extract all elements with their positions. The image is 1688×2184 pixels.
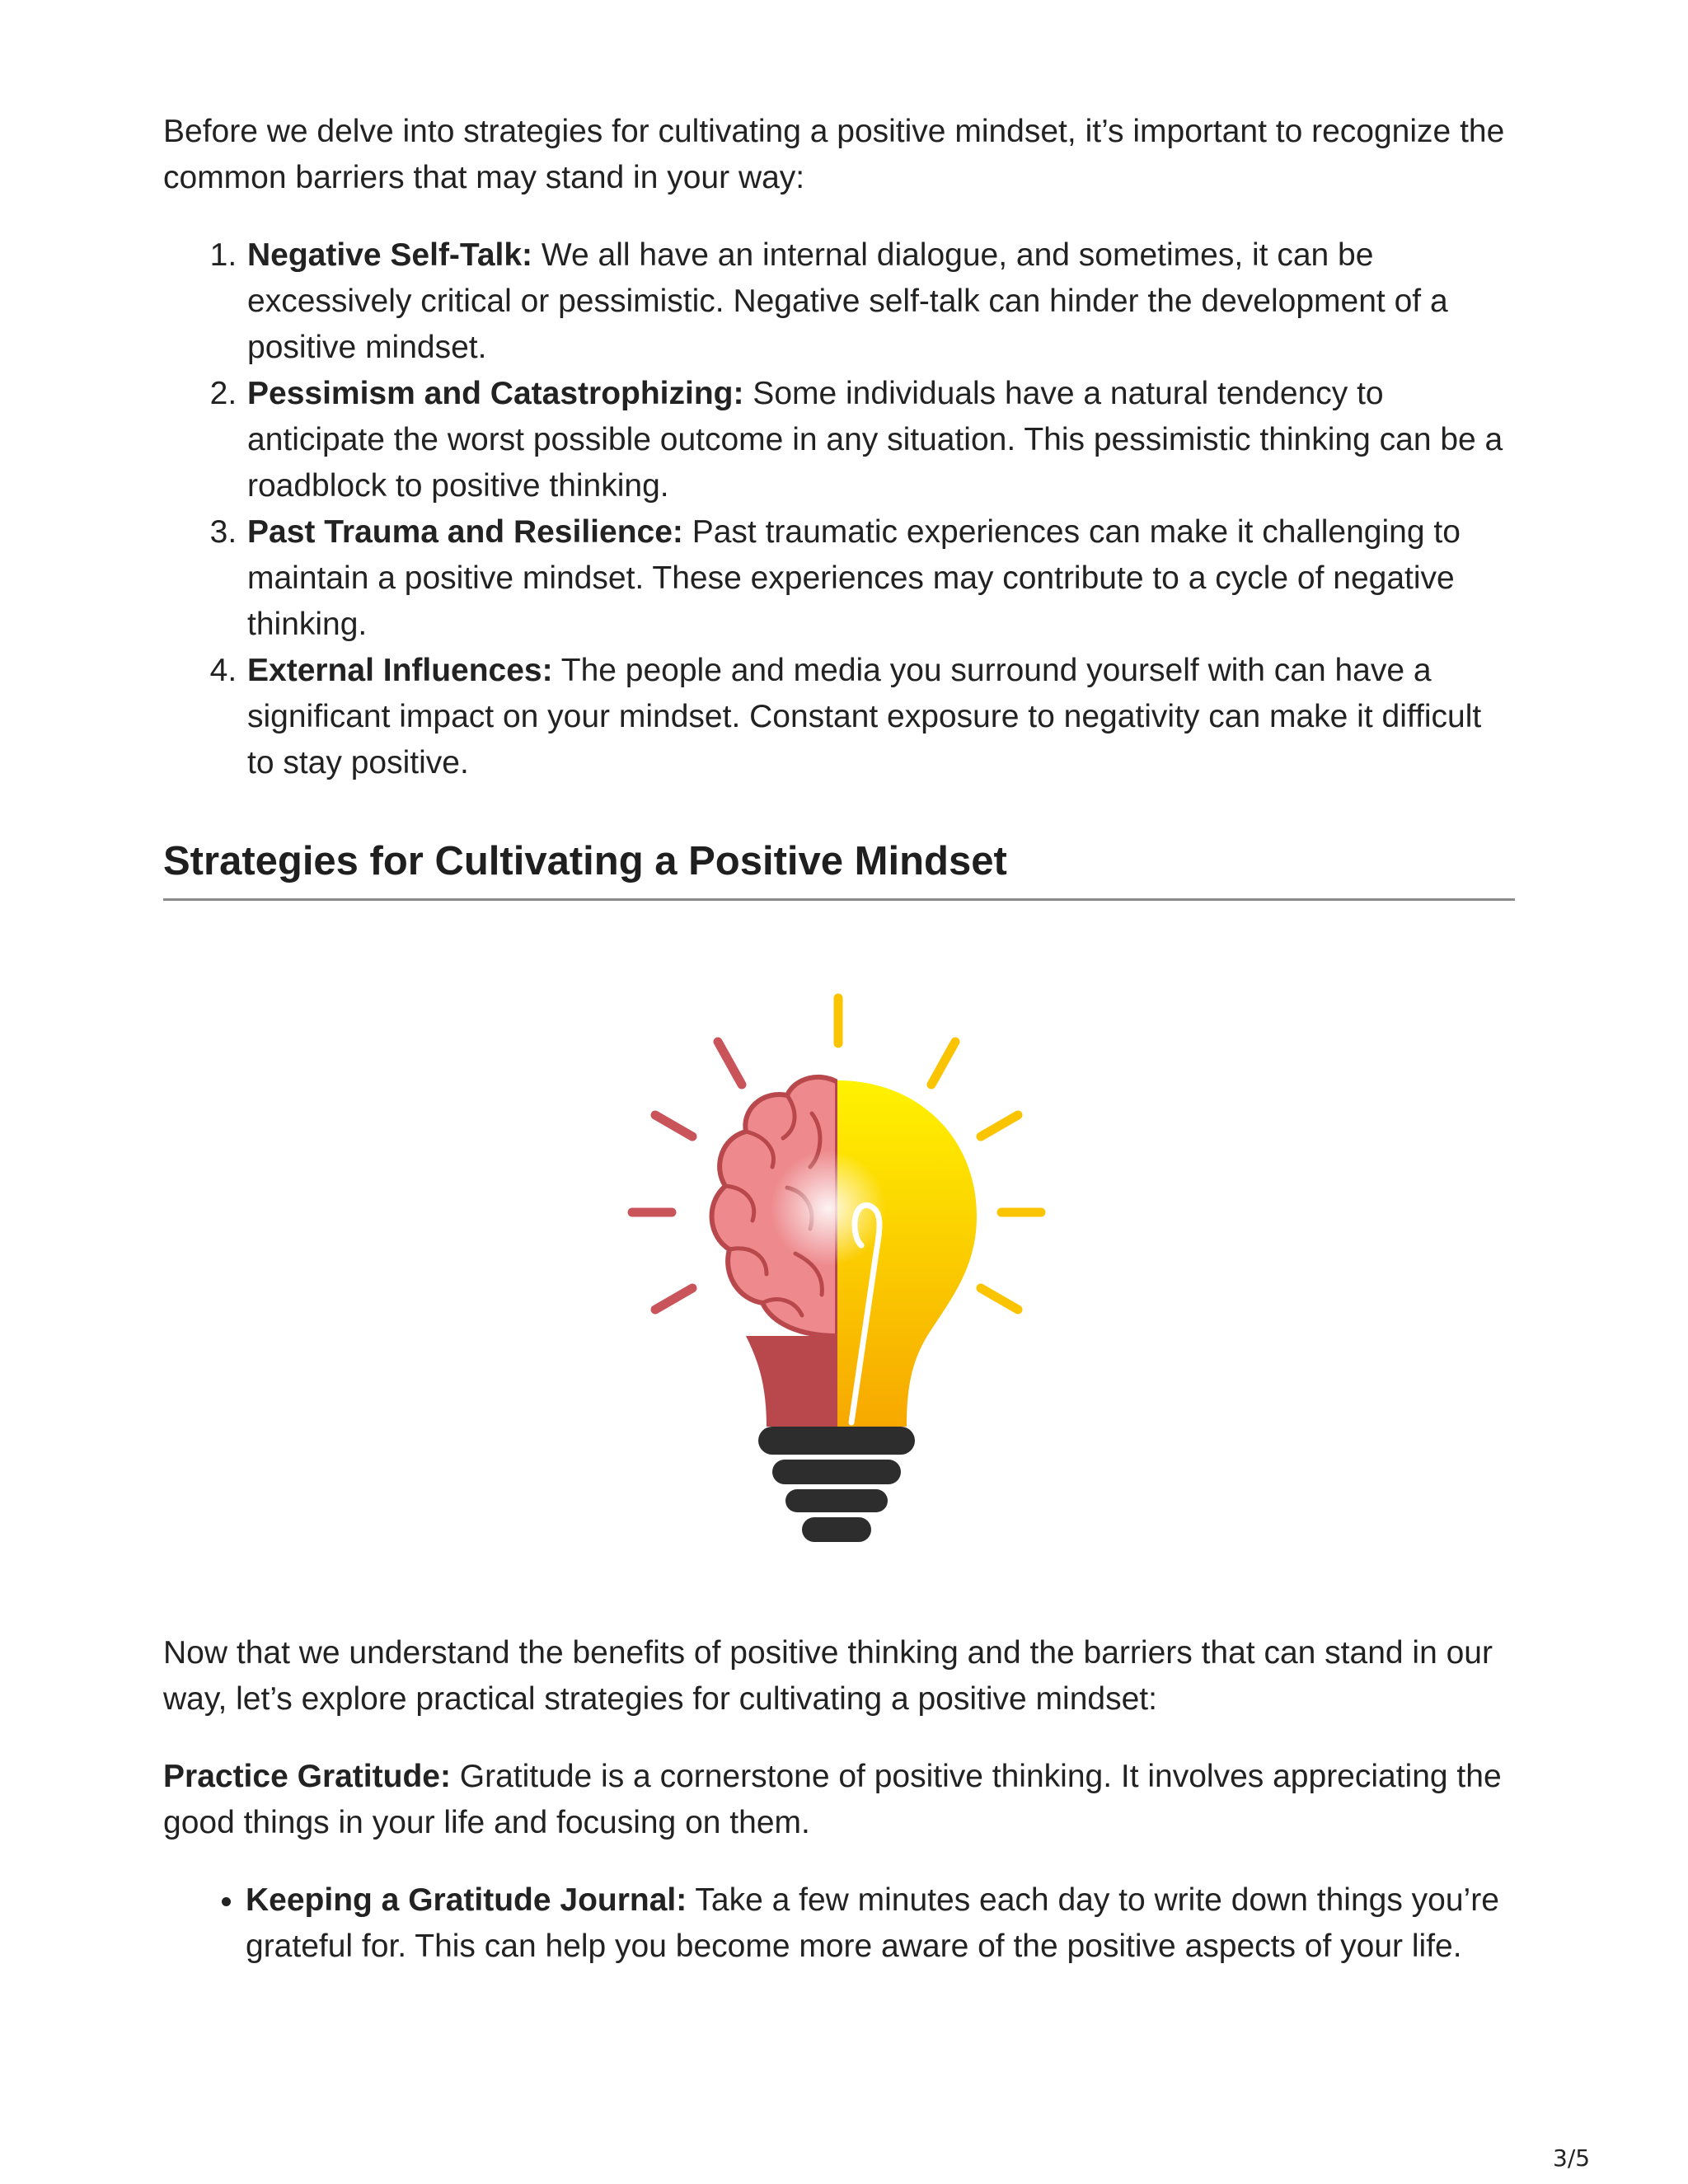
barrier-title: Negative Self-Talk: <box>247 237 533 273</box>
gratitude-title: Practice Gratitude: <box>163 1759 451 1794</box>
barrier-text: Some individuals have a natural tendency to anticipate the worst possible outcome in any situation. This pessimistic thinking can be a roadblock to positive thinking. <box>247 376 1503 504</box>
article-content <box>163 109 1515 1970</box>
gratitude-text: Gratitude is a cornerstone of positive thinking. It involves appreciating the good things in your life and focusing on them. <box>163 1759 1502 1840</box>
barrier-text: The people and media you surround yourself with can have a significant impact on your mindset. Constant exposure to negativity can make it difficult to stay positive. <box>247 653 1482 780</box>
barrier-text: We all have an internal dialogue, and sometimes, it can be excessively critical or pessimistic. Negative self-talk can hinder the development of a positive mindset. <box>247 237 1448 365</box>
section-heading: Strategies for Cultivating a Positive Mindset <box>163 836 1515 901</box>
illustration-figure <box>163 901 1515 1630</box>
intro-paragraph: Before we delve into strategies for cultivating a positive mindset, it’s important to recognize the common barriers that may stand in your way: <box>163 114 1505 195</box>
gratitude-paragraph <box>163 1754 1515 1846</box>
barriers-list <box>163 232 1515 786</box>
list-item <box>246 648 1515 786</box>
gratitude-list <box>163 1877 1515 1970</box>
list-item <box>246 232 1515 371</box>
gratitude-item-title: Keeping a Gratitude Journal: <box>246 1882 687 1918</box>
barrier-text: Past traumatic experiences can make it challenging to maintain a positive mindset. These experiences may contribute to a cycle of negative thinking. <box>247 514 1461 642</box>
gratitude-item-text: Take a few minutes each day to write down things you’re grateful for. This can help you become more aware of the positive aspects of your life. <box>246 1882 1499 1964</box>
barrier-title: External Influences: <box>247 653 553 688</box>
list-item <box>246 371 1515 509</box>
list-item <box>246 509 1515 648</box>
strategies-intro-paragraph: Now that we understand the benefits of positive thinking and the barriers that can stand in our way, let’s explore practical strategies for cultivating a positive mindset: <box>163 1635 1493 1717</box>
barrier-title: Past Trauma and Resilience: <box>247 514 683 550</box>
page-number: 3/5 <box>1553 2144 1591 2172</box>
barrier-title: Pessimism and Catastrophizing: <box>247 376 744 411</box>
list-item <box>246 1877 1515 1970</box>
brain-lightbulb-icon <box>589 990 1084 1550</box>
